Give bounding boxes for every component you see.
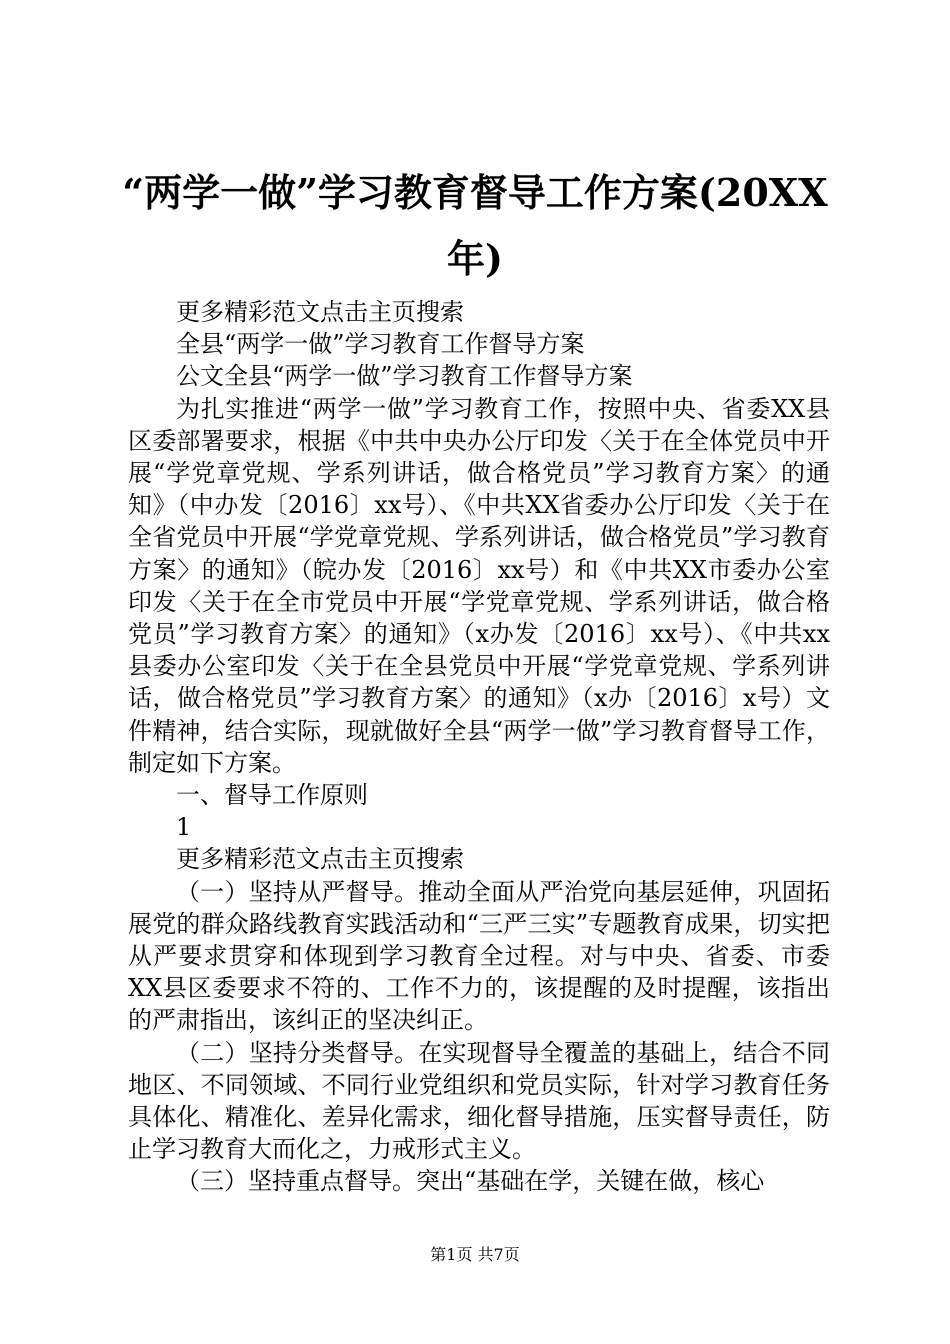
body-paragraph: 为扎实推进“两学一做”学习教育工作，按照中央、省委XX县区委部署要求，根据《中共中央办公厅印发〈关于在全体党员中开展“学党章党规、学系列讲话，做合格党员”学习教育方案〉的通知》（中办发〔2016〕xx号）、《中共XX省委办公厅印发〈关于在全省党员中开展“学党章党规、学系列讲话，做合格党员”学习教育方案〉的通知》（皖办发〔2016〕xx号）和《中共XX市委办公室印发〈关于在全市党员中开展“学党章党规、学系列讲话，做合格党员”学习教育方案〉的通知》（x办发〔2016〕xx号）、《中共xx县委办公室印发〈关于在全县党员中开展“学党章党规、学系列讲话，做合格党员”学习教育方案〉的通知》（x办〔2016〕x号）文件精神，结合实际，现就做好全县“两学一做”学习教育督导工作，制定如下方案。 <box>128 394 830 777</box>
page-footer: 第1页 共7页 <box>430 1245 520 1264</box>
subtitle-line: 全县“两学一做”学习教育工作督导方案 <box>176 330 585 359</box>
subtitle-line: 公文全县“两学一做”学习教育工作督导方案 <box>176 362 633 391</box>
body-paragraph: （三）坚持重点督导。突出“基础在学，关键在做，核心 <box>176 1167 765 1196</box>
section-heading: 一、督导工作原则 <box>176 781 368 810</box>
promo-line: 更多精彩范文点击主页搜索 <box>176 845 464 874</box>
page-marker: 1 <box>176 813 192 842</box>
body-paragraph: （一）坚持从严督导。推动全面从严治党向基层延伸，巩固拓展党的群众路线教育实践活动和“三严三实”专题教育成果，切实把从严要求贯穿和体现到学习教育全过程。对与中央、省委、市委XX县区委要求不符的、工作不力的，该提醒的及时提醒，该指出的严肃指出，该纠正的坚决纠正。 <box>128 877 830 1035</box>
document-title: “两学一做”学习教育督导工作方案(20XX年) <box>122 170 828 281</box>
document-body <box>128 296 830 1198</box>
promo-line: 更多精彩范文点击主页搜索 <box>176 298 464 326</box>
body-paragraph: （二）坚持分类督导。在实现督导全覆盖的基础上，结合不同地区、不同领域、不同行业党组织和党员实际，针对学习教育任务具体化、精准化、差异化需求，细化督导措施，压实督导责任，防止学习教育大而化之，力戒形式主义。 <box>128 1038 830 1164</box>
